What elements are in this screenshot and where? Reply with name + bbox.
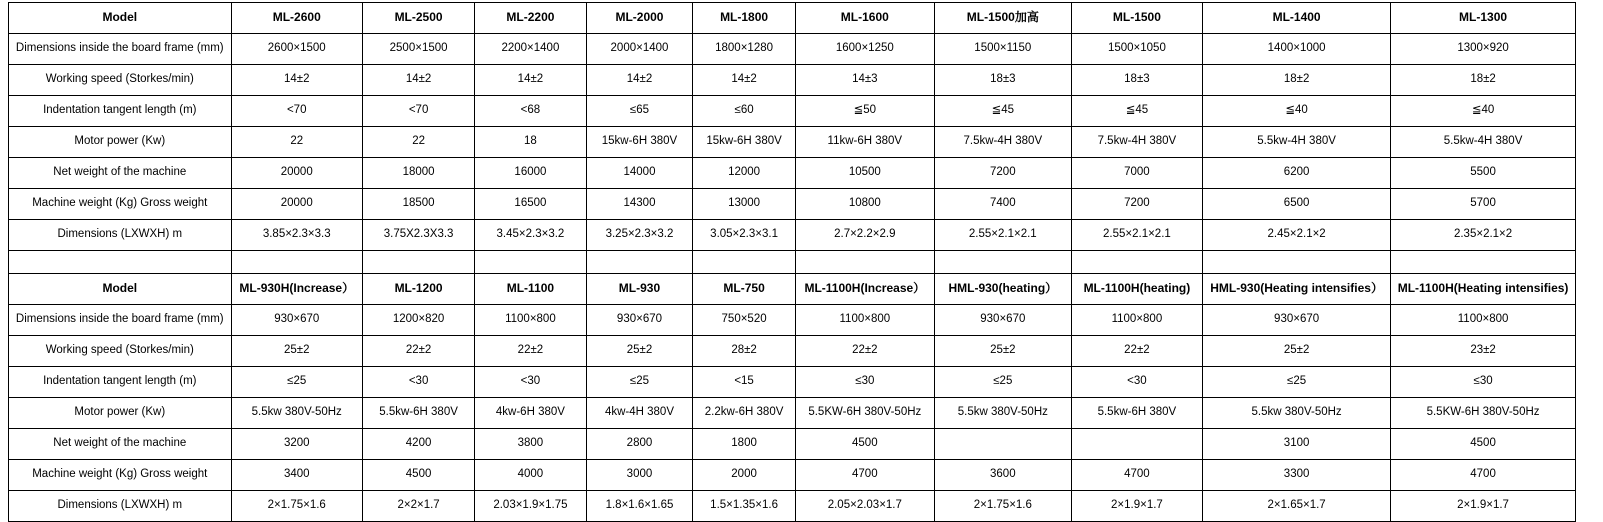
row-label: Machine weight (Kg) Gross weight xyxy=(9,460,232,491)
cell: 2×1.75×1.6 xyxy=(231,491,362,522)
model-header: HML-930(heating） xyxy=(934,274,1071,305)
cell: 5.5kw-6H 380V xyxy=(362,398,474,429)
cell: 1800×1280 xyxy=(693,34,795,65)
cell: 14±2 xyxy=(362,65,474,96)
cell: 7200 xyxy=(1071,189,1202,220)
cell: 14±2 xyxy=(586,65,693,96)
cell: 930×670 xyxy=(1203,305,1391,336)
cell: 22±2 xyxy=(795,336,934,367)
cell: 14±2 xyxy=(231,65,362,96)
cell: <30 xyxy=(1071,367,1202,398)
cell: 7200 xyxy=(934,158,1071,189)
cell: 18000 xyxy=(362,158,474,189)
cell: ≤25 xyxy=(1203,367,1391,398)
cell: 23±2 xyxy=(1391,336,1576,367)
cell: 2×1.9×1.7 xyxy=(1071,491,1202,522)
table-row xyxy=(9,158,1576,189)
cell: 3300 xyxy=(1203,460,1391,491)
model-header: ML-1500 xyxy=(1071,3,1202,34)
table-row xyxy=(9,429,1576,460)
cell: 18 xyxy=(475,127,586,158)
cell: 22±2 xyxy=(362,336,474,367)
specifications-table xyxy=(8,2,1576,522)
cell: 3200 xyxy=(231,429,362,460)
spacer-cell xyxy=(9,251,232,274)
model-header: ML-930H(Increase） xyxy=(231,274,362,305)
cell: 2000×1400 xyxy=(586,34,693,65)
row-label: Dimensions inside the board frame (mm) xyxy=(9,305,232,336)
cell: 22 xyxy=(231,127,362,158)
cell: <30 xyxy=(475,367,586,398)
cell: 2.03×1.9×1.75 xyxy=(475,491,586,522)
cell: 14±2 xyxy=(475,65,586,96)
row-label: Net weight of the machine xyxy=(9,158,232,189)
cell: 2.2kw-6H 380V xyxy=(693,398,795,429)
table-row xyxy=(9,127,1576,158)
cell: 1200×820 xyxy=(362,305,474,336)
model-header: ML-1200 xyxy=(362,274,474,305)
cell: 1.5×1.35×1.6 xyxy=(693,491,795,522)
model-header: ML-1600 xyxy=(795,3,934,34)
cell: 4000 xyxy=(475,460,586,491)
cell: ≤25 xyxy=(231,367,362,398)
cell: 25±2 xyxy=(934,336,1071,367)
cell: 2.45×2.1×2 xyxy=(1203,220,1391,251)
cell: <70 xyxy=(231,96,362,127)
cell: 930×670 xyxy=(231,305,362,336)
cell: 1300×920 xyxy=(1391,34,1576,65)
cell: 1800 xyxy=(693,429,795,460)
spacer-cell xyxy=(795,251,934,274)
model-header: ML-750 xyxy=(693,274,795,305)
cell: 28±2 xyxy=(693,336,795,367)
cell: 18±2 xyxy=(1391,65,1576,96)
cell: 4500 xyxy=(362,460,474,491)
model-header: ML-1300 xyxy=(1391,3,1576,34)
cell: 2200×1400 xyxy=(475,34,586,65)
cell: 10800 xyxy=(795,189,934,220)
cell: 6500 xyxy=(1203,189,1391,220)
cell: 7400 xyxy=(934,189,1071,220)
cell: ≦50 xyxy=(795,96,934,127)
model-header: ML-1500加高 xyxy=(934,3,1071,34)
cell: 3400 xyxy=(231,460,362,491)
cell: 1500×1150 xyxy=(934,34,1071,65)
cell: 5.5KW-6H 380V-50Hz xyxy=(1391,398,1576,429)
model-header: ML-1800 xyxy=(693,3,795,34)
row-label: Model xyxy=(9,3,232,34)
cell: 1500×1050 xyxy=(1071,34,1202,65)
cell xyxy=(934,429,1071,460)
cell: 22±2 xyxy=(475,336,586,367)
row-label: Indentation tangent length (m) xyxy=(9,367,232,398)
cell: 2.55×2.1×2.1 xyxy=(934,220,1071,251)
cell: 15kw-6H 380V xyxy=(693,127,795,158)
cell: 930×670 xyxy=(586,305,693,336)
spacer-row xyxy=(9,251,1576,274)
cell: ≤60 xyxy=(693,96,795,127)
cell: 4500 xyxy=(1391,429,1576,460)
cell: 10500 xyxy=(795,158,934,189)
cell: 14000 xyxy=(586,158,693,189)
cell: 2.55×2.1×2.1 xyxy=(1071,220,1202,251)
cell: 16500 xyxy=(475,189,586,220)
cell: 2.05×2.03×1.7 xyxy=(795,491,934,522)
cell: 3.75X2.3X3.3 xyxy=(362,220,474,251)
table-row xyxy=(9,3,1576,34)
cell: 1600×1250 xyxy=(795,34,934,65)
cell: 5.5kw-6H 380V xyxy=(1071,398,1202,429)
cell: 2800 xyxy=(586,429,693,460)
cell: 1100×800 xyxy=(1071,305,1202,336)
cell: 2×2×1.7 xyxy=(362,491,474,522)
table-row xyxy=(9,96,1576,127)
cell: 750×520 xyxy=(693,305,795,336)
row-label: Working speed (Storkes/min) xyxy=(9,336,232,367)
cell: 2×1.65×1.7 xyxy=(1203,491,1391,522)
cell: 3000 xyxy=(586,460,693,491)
cell: 12000 xyxy=(693,158,795,189)
cell: 13000 xyxy=(693,189,795,220)
cell: 4kw-6H 380V xyxy=(475,398,586,429)
model-header: HML-930(Heating intensifies） xyxy=(1203,274,1391,305)
cell: 22 xyxy=(362,127,474,158)
model-header: ML-1100H(Heating intensifies) xyxy=(1391,274,1576,305)
cell: 2.7×2.2×2.9 xyxy=(795,220,934,251)
cell: 1400×1000 xyxy=(1203,34,1391,65)
cell: 16000 xyxy=(475,158,586,189)
cell: 2500×1500 xyxy=(362,34,474,65)
row-label: Motor power (Kw) xyxy=(9,127,232,158)
cell: ≤25 xyxy=(934,367,1071,398)
cell: 5500 xyxy=(1391,158,1576,189)
spacer-cell xyxy=(362,251,474,274)
table-row xyxy=(9,189,1576,220)
spec-sheet xyxy=(0,2,1603,512)
cell: 3800 xyxy=(475,429,586,460)
table-row xyxy=(9,220,1576,251)
cell: 7.5kw-4H 380V xyxy=(1071,127,1202,158)
cell: 4700 xyxy=(1391,460,1576,491)
cell xyxy=(1071,429,1202,460)
model-header: ML-1400 xyxy=(1203,3,1391,34)
cell: 1100×800 xyxy=(475,305,586,336)
model-header: ML-1100H(heating) xyxy=(1071,274,1202,305)
row-label: Dimensions (LXWXH) m xyxy=(9,220,232,251)
spacer-cell xyxy=(231,251,362,274)
cell: ≦45 xyxy=(1071,96,1202,127)
model-header: ML-2600 xyxy=(231,3,362,34)
cell: <68 xyxy=(475,96,586,127)
model-header: ML-2500 xyxy=(362,3,474,34)
cell: 18500 xyxy=(362,189,474,220)
cell: 11kw-6H 380V xyxy=(795,127,934,158)
cell: ≤30 xyxy=(1391,367,1576,398)
cell: <30 xyxy=(362,367,474,398)
spacer-cell xyxy=(1391,251,1576,274)
cell: 3.85×2.3×3.3 xyxy=(231,220,362,251)
cell: ≤25 xyxy=(586,367,693,398)
cell: ≦40 xyxy=(1203,96,1391,127)
cell: ≦40 xyxy=(1391,96,1576,127)
cell: 25±2 xyxy=(586,336,693,367)
model-header: ML-930 xyxy=(586,274,693,305)
cell: ≤65 xyxy=(586,96,693,127)
cell: 4200 xyxy=(362,429,474,460)
cell: 930×670 xyxy=(934,305,1071,336)
spacer-cell xyxy=(586,251,693,274)
cell: ≦45 xyxy=(934,96,1071,127)
table-row xyxy=(9,460,1576,491)
model-header: ML-1100H(Increase） xyxy=(795,274,934,305)
cell: 1.8×1.6×1.65 xyxy=(586,491,693,522)
spacer-cell xyxy=(693,251,795,274)
row-label: Working speed (Storkes/min) xyxy=(9,65,232,96)
cell: 2000 xyxy=(693,460,795,491)
cell: 1100×800 xyxy=(1391,305,1576,336)
model-header: ML-2000 xyxy=(586,3,693,34)
cell: 18±3 xyxy=(1071,65,1202,96)
row-label: Dimensions (LXWXH) m xyxy=(9,491,232,522)
cell: 4700 xyxy=(795,460,934,491)
cell: 7.5kw-4H 380V xyxy=(934,127,1071,158)
cell: 3.45×2.3×3.2 xyxy=(475,220,586,251)
cell: 4500 xyxy=(795,429,934,460)
cell: 14300 xyxy=(586,189,693,220)
cell: 25±2 xyxy=(231,336,362,367)
model-header: ML-2200 xyxy=(475,3,586,34)
row-label: Model xyxy=(9,274,232,305)
cell: 4700 xyxy=(1071,460,1202,491)
table-row xyxy=(9,336,1576,367)
cell: 5.5kw-4H 380V xyxy=(1203,127,1391,158)
cell: ≤30 xyxy=(795,367,934,398)
cell: 2×1.75×1.6 xyxy=(934,491,1071,522)
cell: 20000 xyxy=(231,158,362,189)
table-row xyxy=(9,274,1576,305)
table-row xyxy=(9,367,1576,398)
cell: 20000 xyxy=(231,189,362,220)
cell: <70 xyxy=(362,96,474,127)
cell: 5.5kw-4H 380V xyxy=(1391,127,1576,158)
cell: 3.25×2.3×3.2 xyxy=(586,220,693,251)
cell: 25±2 xyxy=(1203,336,1391,367)
cell: 3100 xyxy=(1203,429,1391,460)
cell: 22±2 xyxy=(1071,336,1202,367)
cell: 4kw-4H 380V xyxy=(586,398,693,429)
cell: 7000 xyxy=(1071,158,1202,189)
cell: 3.05×2.3×3.1 xyxy=(693,220,795,251)
cell: 3600 xyxy=(934,460,1071,491)
row-label: Dimensions inside the board frame (mm) xyxy=(9,34,232,65)
cell: 2×1.9×1.7 xyxy=(1391,491,1576,522)
cell: 14±3 xyxy=(795,65,934,96)
spacer-cell xyxy=(934,251,1071,274)
cell: <15 xyxy=(693,367,795,398)
model-header: ML-1100 xyxy=(475,274,586,305)
table-row xyxy=(9,65,1576,96)
table-row xyxy=(9,398,1576,429)
table-row xyxy=(9,491,1576,522)
cell: 2.35×2.1×2 xyxy=(1391,220,1576,251)
cell: 14±2 xyxy=(693,65,795,96)
table-row xyxy=(9,34,1576,65)
cell: 18±3 xyxy=(934,65,1071,96)
spacer-cell xyxy=(1071,251,1202,274)
row-label: Net weight of the machine xyxy=(9,429,232,460)
cell: 5.5KW-6H 380V-50Hz xyxy=(795,398,934,429)
cell: 6200 xyxy=(1203,158,1391,189)
cell: 5700 xyxy=(1391,189,1576,220)
cell: 15kw-6H 380V xyxy=(586,127,693,158)
row-label: Machine weight (Kg) Gross weight xyxy=(9,189,232,220)
spacer-cell xyxy=(475,251,586,274)
cell: 5.5kw 380V-50Hz xyxy=(934,398,1071,429)
cell: 1100×800 xyxy=(795,305,934,336)
spacer-cell xyxy=(1203,251,1391,274)
cell: 2600×1500 xyxy=(231,34,362,65)
row-label: Motor power (Kw) xyxy=(9,398,232,429)
row-label: Indentation tangent length (m) xyxy=(9,96,232,127)
table-row xyxy=(9,305,1576,336)
cell: 18±2 xyxy=(1203,65,1391,96)
cell: 5.5kw 380V-50Hz xyxy=(231,398,362,429)
cell: 5.5kw 380V-50Hz xyxy=(1203,398,1391,429)
